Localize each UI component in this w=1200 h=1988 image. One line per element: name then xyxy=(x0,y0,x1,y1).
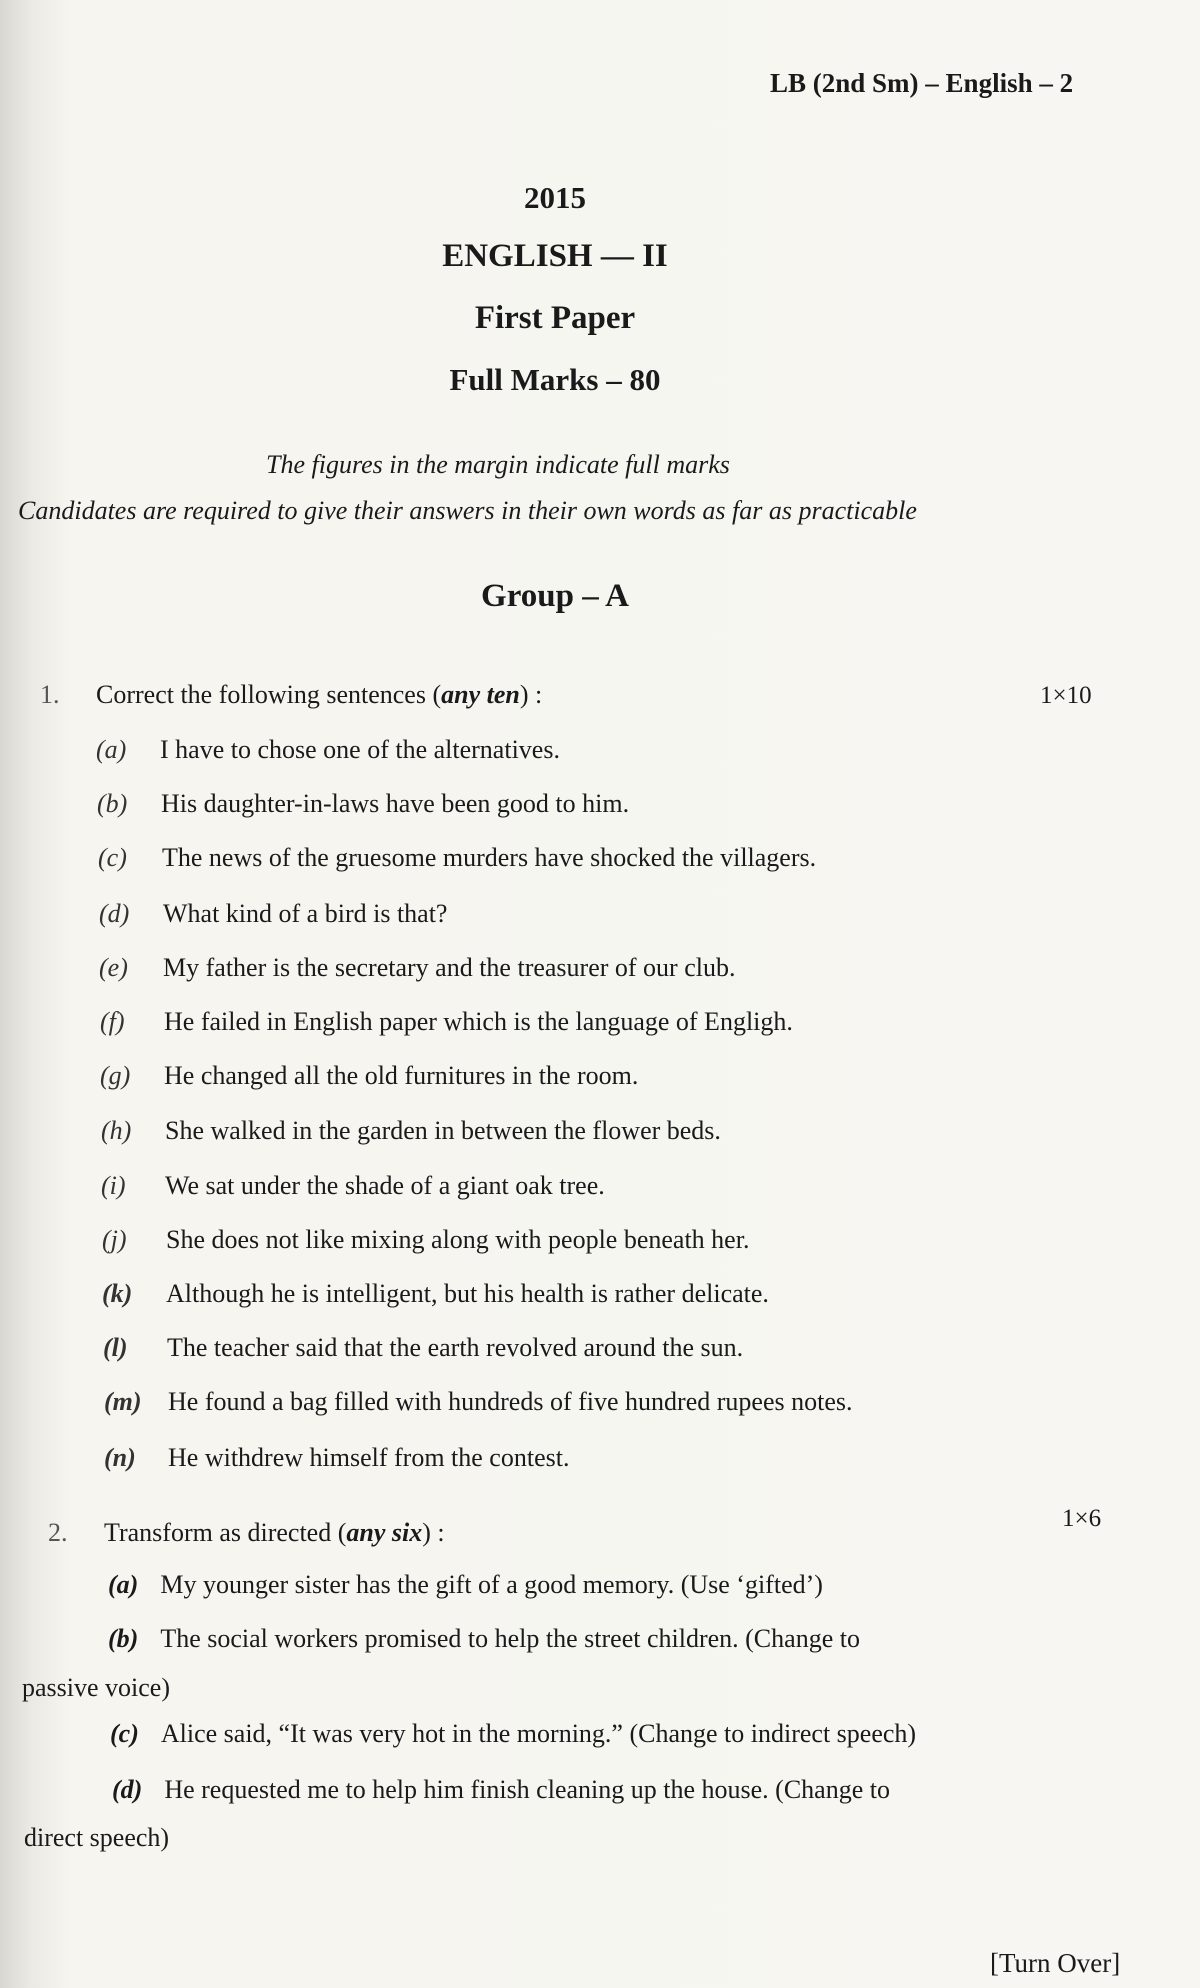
item-text: Although he is intelligent, but his health is rather delicate. xyxy=(166,1279,769,1308)
item-label: (m) xyxy=(104,1387,142,1416)
question-1-marks: 1×10 xyxy=(1040,682,1092,709)
item-label: (d) xyxy=(99,899,130,928)
item-text-continuation: passive voice) xyxy=(22,1673,171,1702)
instruction-note: Candidates are required to give their answers in their own words as far as practicable xyxy=(18,496,917,525)
item-label: (a) xyxy=(108,1570,139,1599)
question-2-marks: 1×6 xyxy=(1062,1505,1102,1532)
item-label: (j) xyxy=(102,1225,127,1254)
item-text: He found a bag filled with hundreds of five hundred rupees notes. xyxy=(168,1387,853,1416)
item-text: She does not like mixing along with people beneath her. xyxy=(166,1225,750,1254)
item-text-continuation: direct speech) xyxy=(24,1823,170,1852)
item-text: The teacher said that the earth revolved around the sun. xyxy=(167,1333,744,1362)
group-heading: Group – A xyxy=(481,578,629,614)
question-instruction-end: ) : xyxy=(422,1518,445,1547)
list-item xyxy=(96,735,560,765)
item-label: (g) xyxy=(100,1061,131,1090)
margin-note: The figures in the margin indicate full marks xyxy=(266,450,730,479)
list-item xyxy=(99,953,735,983)
list-item xyxy=(100,1007,793,1037)
item-text: She walked in the garden in between the flower beds. xyxy=(165,1116,721,1145)
item-text: His daughter-in-laws have been good to him. xyxy=(161,789,630,818)
list-item xyxy=(101,1171,605,1201)
item-text: The social workers promised to help the street children. (Change to xyxy=(160,1624,860,1653)
item-label: (c) xyxy=(98,843,127,872)
list-item xyxy=(110,1719,916,1749)
full-marks: Full Marks – 80 xyxy=(449,362,661,397)
question-number: 2. xyxy=(48,1518,68,1547)
item-label: (n) xyxy=(104,1443,136,1472)
list-item xyxy=(102,1225,749,1255)
subject-title: ENGLISH — II xyxy=(442,238,668,274)
list-item xyxy=(104,1387,852,1417)
list-item xyxy=(108,1624,860,1654)
item-label: (h) xyxy=(101,1116,132,1145)
item-text: What kind of a bird is that? xyxy=(163,899,448,928)
item-text: Alice said, “It was very hot in the morning.” (Change to indirect speech) xyxy=(160,1719,917,1748)
item-text: I have to chose one of the alternatives. xyxy=(160,735,560,764)
question-instruction: Correct the following sentences ( xyxy=(96,680,442,709)
exam-year: 2015 xyxy=(524,180,586,215)
list-item xyxy=(99,899,447,929)
item-label: (b) xyxy=(108,1624,139,1653)
question-instruction-emphasis: any ten xyxy=(441,680,520,709)
item-text: My younger sister has the gift of a good memory. (Use ‘gifted’) xyxy=(160,1570,823,1599)
list-item xyxy=(100,1061,638,1091)
question-instruction: Transform as directed ( xyxy=(104,1518,347,1547)
question-number: 1. xyxy=(40,680,60,709)
item-label: (l) xyxy=(103,1333,128,1362)
item-label: (k) xyxy=(102,1279,133,1308)
item-label: (i) xyxy=(101,1171,126,1200)
item-text: He withdrew himself from the contest. xyxy=(168,1443,570,1472)
item-text: He changed all the old furnitures in the room. xyxy=(164,1061,639,1090)
list-item xyxy=(98,843,816,873)
question-2-heading xyxy=(48,1518,445,1548)
question-1-heading xyxy=(40,680,542,710)
item-text: My father is the secretary and the treasurer of our club. xyxy=(163,953,736,982)
item-text: He requested me to help him finish cleaning up the house. (Change to xyxy=(164,1775,890,1804)
item-label: (c) xyxy=(110,1719,139,1748)
item-label: (f) xyxy=(100,1007,125,1036)
list-item xyxy=(112,1775,890,1805)
list-item xyxy=(101,1116,721,1146)
item-label: (b) xyxy=(97,789,128,818)
paper-title: First Paper xyxy=(474,300,636,336)
list-item xyxy=(108,1570,823,1600)
item-text: We sat under the shade of a giant oak tree. xyxy=(165,1171,605,1200)
item-label: (e) xyxy=(99,953,128,982)
paper-code: LB (2nd Sm) – English – 2 xyxy=(770,68,1074,98)
item-label: (a) xyxy=(96,735,127,764)
list-item xyxy=(102,1279,769,1309)
item-label: (d) xyxy=(112,1775,143,1804)
list-item xyxy=(104,1443,569,1473)
list-item xyxy=(103,1333,743,1363)
list-item xyxy=(97,789,629,819)
item-text: He failed in English paper which is the language of Engligh. xyxy=(164,1007,793,1036)
item-text: The news of the gruesome murders have shocked the villagers. xyxy=(162,843,817,872)
turn-over-note: [Turn Over] xyxy=(990,1948,1121,1978)
question-instruction-end: ) : xyxy=(519,680,543,709)
question-instruction-emphasis: any six xyxy=(346,1518,423,1547)
